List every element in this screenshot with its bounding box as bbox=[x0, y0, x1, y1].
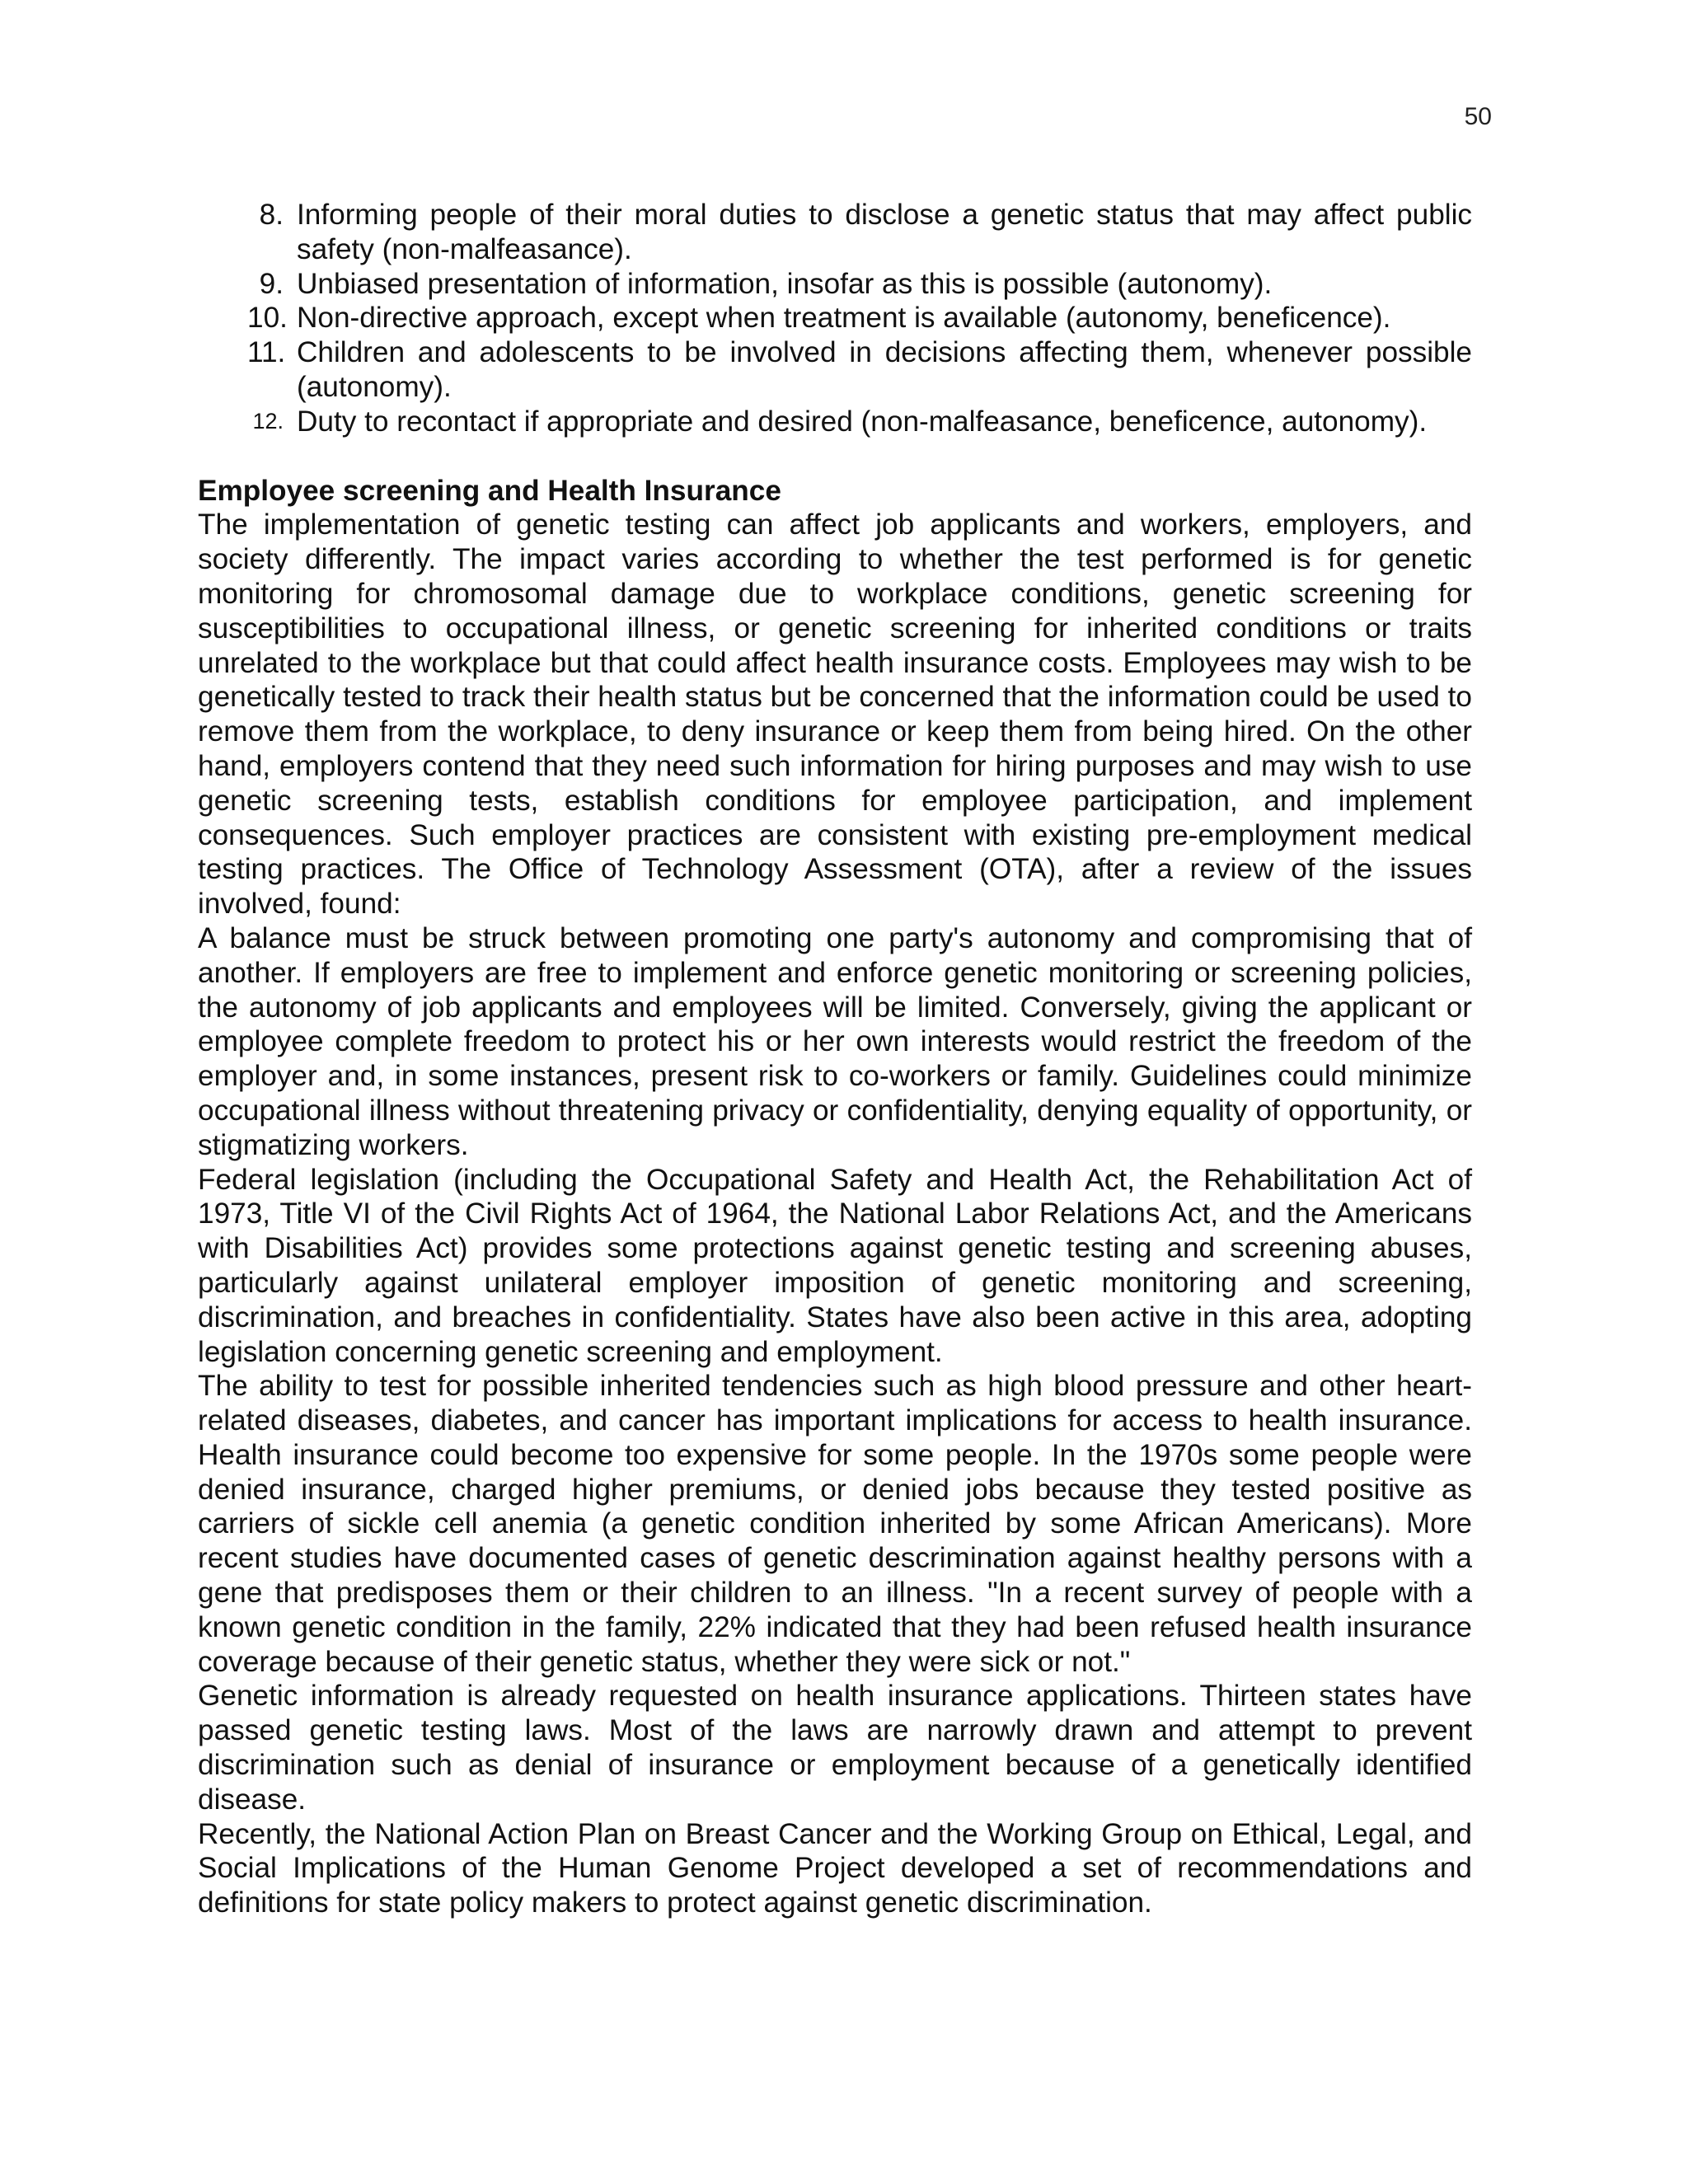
list-item-text: Non-directive approach, except when treatment is available (autonomy, beneficence). bbox=[297, 302, 1391, 335]
body-paragraph: The implementation of genetic testing can affect job applicants and workers, employers, and society differently. The impact varies according to whether the test performed is for genetic monitoring for chromosomal damage due to workplace conditions, genetic screening for susceptibilities to occupational illness, or genetic screening for inherited conditions or traits unrelated to the workplace but that could affect health insurance costs. Employees may wish to be genetically tested to track their health status but be concerned that the information could be used to remove them from the workplace, to deny insurance or keep them from being hired. On the other hand, employers contend that they need such information for hiring purposes and may wish to use genetic screening tests, establish conditions for employee participation, and implement consequences. Such employer practices are consistent with existing pre-employment medical testing practices. The Office of Technology Assessment (OTA), after a review of the issues involved, found: bbox=[198, 509, 1472, 921]
section-heading: Employee screening and Health Insurance bbox=[198, 474, 781, 507]
numbered-list bbox=[198, 198, 1472, 439]
body-paragraph: Federal legislation (including the Occupational Safety and Health Act, the Rehabilitation Act of 1973, Title VI of the Civil Rights Act of 1964, the National Labor Relations Act, and the Americans with Disabilities Act) provides some protections against genetic testing and screening abuses, particularly against unilateral employer imposition of genetic monitoring and screening, discrimination, and breaches in confidentiality. States have also been active in this area, adopting legislation concerning genetic screening and employment. bbox=[198, 1163, 1472, 1368]
body-paragraph: A balance must be struck between promoting one party's autonomy and compromising that of another. If employers are free to implement and enforce genetic monitoring or screening policies, the autonomy of job applicants and employees will be limited. Conversely, giving the applicant or employee complete freedom to protect his or her own interests would restrict the freedom of the employer and, in some instances, present risk to co-workers or family. Guidelines could minimize occupational illness without threatening privacy or confidentiality, denying equality of opportunity, or stigmatizing workers. bbox=[198, 921, 1472, 1161]
list-item-text: Duty to recontact if appropriate and desired (non-malfeasance, beneficence, autonomy). bbox=[297, 405, 1428, 438]
body-paragraph: Recently, the National Action Plan on Breast Cancer and the Working Group on Ethical, Legal, and Social Implications of the Human Genome Project developed a set of recommendations and definitions for state policy makers to protect against genetic discrimination. bbox=[198, 1817, 1472, 1919]
list-item-text: Children and adolescents to be involved in decisions affecting them, whenever possible (autonomy). bbox=[297, 336, 1472, 403]
list-item-number: 9. bbox=[259, 267, 284, 300]
list-item-text: Unbiased presentation of information, insofar as this is possible (autonomy). bbox=[297, 267, 1273, 300]
page-number: 50 bbox=[1464, 103, 1492, 130]
list-item bbox=[247, 198, 1472, 267]
list-item-number: 12. bbox=[252, 408, 284, 434]
list-item bbox=[247, 301, 1472, 335]
body-paragraph: The ability to test for possible inherited tendencies such as high blood pressure and other heart-related diseases, diabetes, and cancer has important implications for access to health insurance. Health insurance could become too expensive for some people. In the 1970s some people were denied insurance, charged higher premiums, or denied jobs because they tested positive as carriers of sickle cell anemia (a genetic condition inherited by some African Americans). More recent studies have documented cases of genetic descrimination against healthy persons with a gene that predisposes them or their children to an illness. "In a recent survey of people with a known genetic condition in the family, 22% indicated that they had been refused health insurance coverage because of their genetic status, whether they were sick or not." bbox=[198, 1370, 1472, 1678]
list-item-number: 10. bbox=[247, 302, 288, 335]
page-content bbox=[198, 198, 1472, 1920]
list-item bbox=[247, 267, 1472, 302]
list-item-text: Informing people of their moral duties to disclose a genetic status that may affect public safety (non-malfeasance). bbox=[297, 199, 1472, 265]
list-item-number: 8. bbox=[259, 199, 284, 231]
list-item bbox=[247, 335, 1472, 405]
body-paragraph: Genetic information is already requested on health insurance applications. Thirteen states have passed genetic testing laws. Most of the laws are narrowly drawn and attempt to prevent discrimination such as denial of insurance or employment because of a genetically identified disease. bbox=[198, 1680, 1472, 1816]
list-item-number: 11. bbox=[247, 336, 286, 369]
list-item bbox=[247, 405, 1472, 439]
